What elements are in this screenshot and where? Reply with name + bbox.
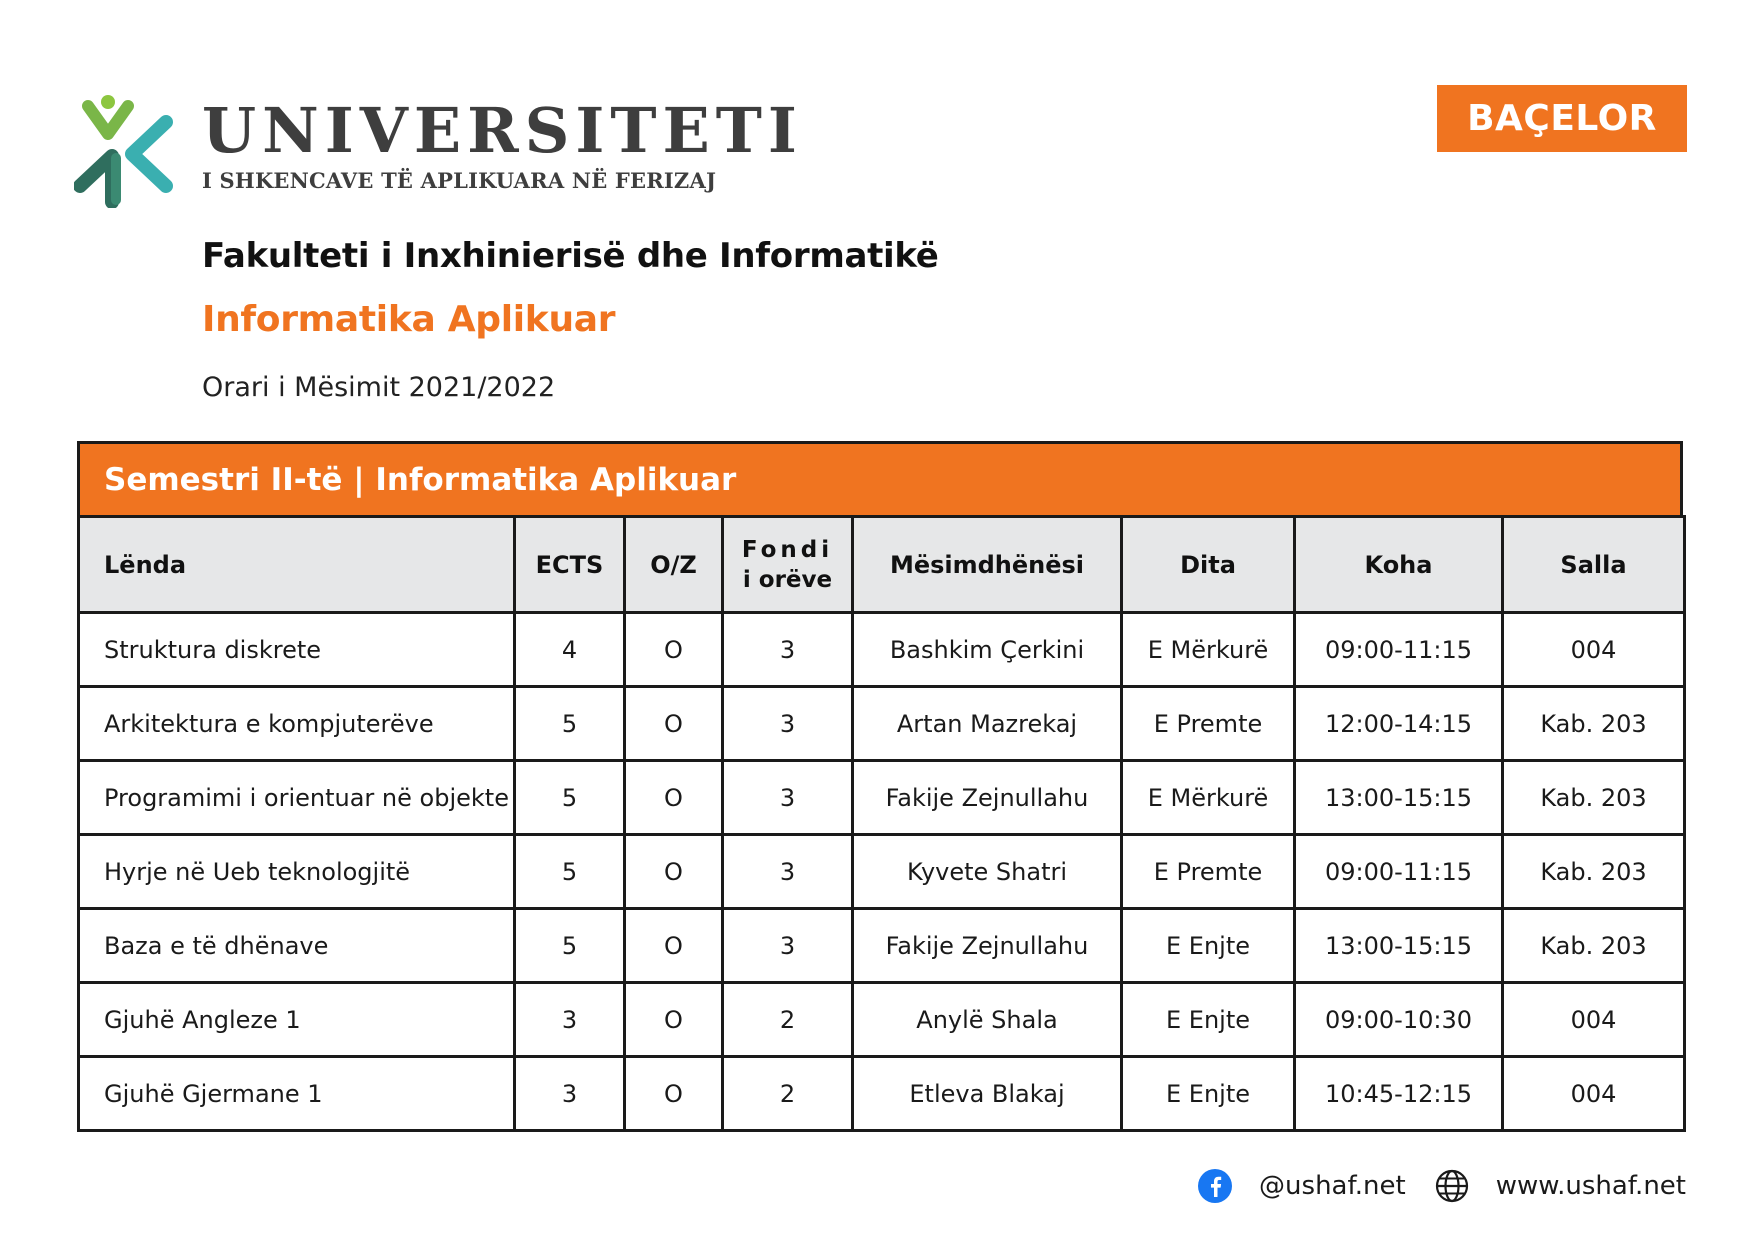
cell-oz: O <box>625 983 723 1057</box>
cell-oz: O <box>625 613 723 687</box>
footer <box>1197 1165 1686 1207</box>
cell-koha: 12:00-14:15 <box>1295 687 1503 761</box>
degree-badge: BAÇELOR <box>1437 85 1687 152</box>
cell-mesimdhenesi: Fakije Zejnullahu <box>853 909 1122 983</box>
cell-koha: 10:45-12:15 <box>1295 1057 1503 1131</box>
cell-salla: 004 <box>1503 983 1685 1057</box>
cell-dita: E Enjte <box>1122 1057 1295 1131</box>
cell-lenda: Programimi i orientuar në objekte <box>79 761 515 835</box>
column-header-fondi <box>723 517 853 613</box>
cell-dita: E Premte <box>1122 835 1295 909</box>
column-header-fondi-line1: Fondi <box>741 536 834 563</box>
column-header-fondi-line2: i orëve <box>742 566 833 593</box>
schedule-table <box>77 515 1686 1132</box>
program-title: Informatika Aplikuar <box>202 299 616 340</box>
cell-oz: O <box>625 687 723 761</box>
cell-fondi: 3 <box>723 909 853 983</box>
cell-fondi: 3 <box>723 761 853 835</box>
schedule-table-container <box>77 441 1683 1132</box>
table-header-row <box>79 517 1685 613</box>
cell-ects: 5 <box>515 687 625 761</box>
cell-fondi: 3 <box>723 835 853 909</box>
website-link[interactable]: www.ushaf.net <box>1495 1171 1686 1201</box>
cell-mesimdhenesi: Etleva Blakaj <box>853 1057 1122 1131</box>
university-name: UNIVERSITETI <box>202 94 803 167</box>
column-header-oz: O/Z <box>625 517 723 613</box>
column-header-salla: Salla <box>1503 517 1685 613</box>
cell-lenda: Baza e të dhënave <box>79 909 515 983</box>
cell-mesimdhenesi: Artan Mazrekaj <box>853 687 1122 761</box>
cell-salla: Kab. 203 <box>1503 835 1685 909</box>
cell-lenda: Struktura diskrete <box>79 613 515 687</box>
column-header-ects: ECTS <box>515 517 625 613</box>
cell-koha: 09:00-11:15 <box>1295 613 1503 687</box>
cell-lenda: Gjuhë Gjermane 1 <box>79 1057 515 1131</box>
facebook-icon[interactable] <box>1197 1168 1233 1204</box>
cell-koha: 09:00-11:15 <box>1295 835 1503 909</box>
table-body <box>79 613 1685 1131</box>
cell-dita: E Premte <box>1122 687 1295 761</box>
cell-mesimdhenesi: Bashkim Çerkini <box>853 613 1122 687</box>
column-header-mesimdhenesi: Mësimdhënësi <box>853 517 1122 613</box>
cell-salla: Kab. 203 <box>1503 761 1685 835</box>
faculty-title: Fakulteti i Inxhinierisë dhe Informatikë <box>202 236 939 276</box>
cell-dita: E Mërkurë <box>1122 761 1295 835</box>
university-subtitle: I SHKENCAVE TË APLIKUARA NË FERIZAJ <box>202 168 717 193</box>
facebook-handle[interactable]: @ushaf.net <box>1259 1171 1406 1201</box>
cell-ects: 3 <box>515 983 625 1057</box>
cell-oz: O <box>625 1057 723 1131</box>
cell-fondi: 2 <box>723 1057 853 1131</box>
cell-ects: 5 <box>515 835 625 909</box>
cell-lenda: Gjuhë Angleze 1 <box>79 983 515 1057</box>
table-row <box>79 835 1685 909</box>
column-header-koha: Koha <box>1295 517 1503 613</box>
cell-dita: E Enjte <box>1122 983 1295 1057</box>
cell-dita: E Mërkurë <box>1122 613 1295 687</box>
cell-salla: 004 <box>1503 1057 1685 1131</box>
cell-ects: 5 <box>515 761 625 835</box>
column-header-lenda: Lënda <box>79 517 515 613</box>
cell-ects: 3 <box>515 1057 625 1131</box>
cell-mesimdhenesi: Anylë Shala <box>853 983 1122 1057</box>
cell-salla: Kab. 203 <box>1503 909 1685 983</box>
table-row <box>79 909 1685 983</box>
column-header-dita: Dita <box>1122 517 1295 613</box>
table-row <box>79 613 1685 687</box>
cell-koha: 13:00-15:15 <box>1295 909 1503 983</box>
cell-ects: 5 <box>515 909 625 983</box>
cell-fondi: 3 <box>723 687 853 761</box>
table-row <box>79 761 1685 835</box>
cell-lenda: Arkitektura e kompjuterëve <box>79 687 515 761</box>
cell-dita: E Enjte <box>1122 909 1295 983</box>
cell-salla: Kab. 203 <box>1503 687 1685 761</box>
cell-ects: 4 <box>515 613 625 687</box>
cell-oz: O <box>625 835 723 909</box>
semester-title: Semestri II-të | Informatika Aplikuar <box>77 441 1683 515</box>
cell-salla: 004 <box>1503 613 1685 687</box>
table-row <box>79 687 1685 761</box>
cell-oz: O <box>625 761 723 835</box>
cell-oz: O <box>625 909 723 983</box>
cell-fondi: 3 <box>723 613 853 687</box>
table-row <box>79 983 1685 1057</box>
globe-icon <box>1434 1168 1470 1204</box>
cell-lenda: Hyrje në Ueb teknologjitë <box>79 835 515 909</box>
table-row <box>79 1057 1685 1131</box>
schedule-title: Orari i Mësimit 2021/2022 <box>202 372 556 403</box>
cell-koha: 13:00-15:15 <box>1295 761 1503 835</box>
cell-koha: 09:00-10:30 <box>1295 983 1503 1057</box>
cell-fondi: 2 <box>723 983 853 1057</box>
cell-mesimdhenesi: Fakije Zejnullahu <box>853 761 1122 835</box>
university-logo-icon <box>74 92 174 208</box>
cell-mesimdhenesi: Kyvete Shatri <box>853 835 1122 909</box>
